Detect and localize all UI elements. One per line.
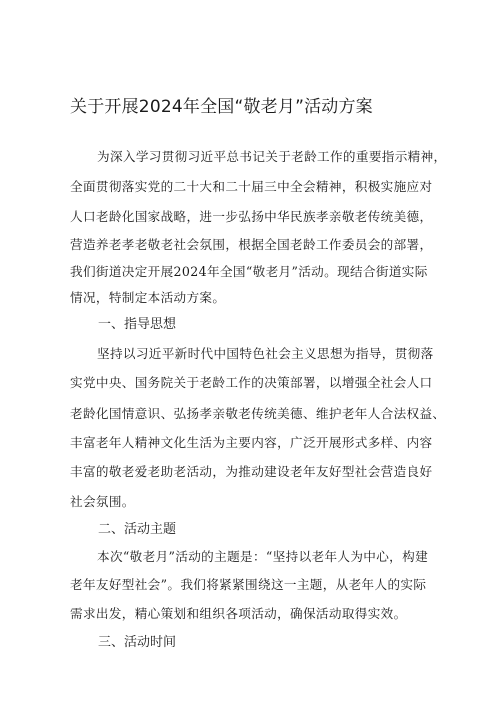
intro-line-1: 为深入学习贯彻习近平总书记关于老龄工作的重要指示精神，	[97, 149, 447, 164]
section-1-line-3: 老龄化国情意识、弘扬孝亲敬老传统美德、维护老年人合法权益、	[70, 406, 446, 421]
intro-line-3: 人口老龄化国家战略，进一步弘扬中华民族孝亲敬老传统美德，	[70, 209, 433, 224]
section-1-line-2: 实党中央、国务院关于老龄工作的决策部署，以增强全社会人口	[70, 375, 433, 390]
intro-line-2: 全面贯彻落实党的二十大和二十届三中全会精神，积极实施应对	[70, 179, 433, 194]
section-1-line-5: 丰富的敬老爱老助老活动，为推动建设老年友好型社会营造良好	[70, 464, 433, 479]
section-2-line-2: 老年友好型社会”。我们将紧紧围绕这一主题，从老年人的实际	[70, 577, 427, 592]
section-1-line-6: 社会氛围。	[70, 494, 135, 509]
section-heading-activity-theme: 二、活动主题	[98, 522, 177, 537]
section-2-line-1: 本次“敬老月”活动的主题是：“坚持以老年人为中心，构建	[97, 549, 429, 564]
intro-line-5: 我们街道决定开展2024年全国“敬老月”活动。现结合街道实际	[70, 264, 428, 279]
intro-line-4: 营造养老孝老敬老社会氛围，根据全国老龄工作委员会的部署，	[70, 237, 433, 252]
section-heading-guiding-ideology: 一、指导思想	[98, 317, 177, 332]
section-1-line-1: 坚持以习近平新时代中国特色社会主义思想为指导，贯彻落	[97, 346, 434, 361]
section-1-line-4: 丰富老年人精神文化生活为主要内容，广泛开展形式多样、内容	[70, 435, 433, 450]
intro-line-6: 情况，特制定本活动方案。	[70, 290, 226, 305]
section-2-line-3: 需求出发，精心策划和组织各项活动，确保活动取得实效。	[70, 606, 407, 621]
document-title: 关于开展2024年全国“敬老月”活动方案	[70, 97, 373, 117]
section-heading-activity-time: 三、活动时间	[98, 635, 177, 650]
